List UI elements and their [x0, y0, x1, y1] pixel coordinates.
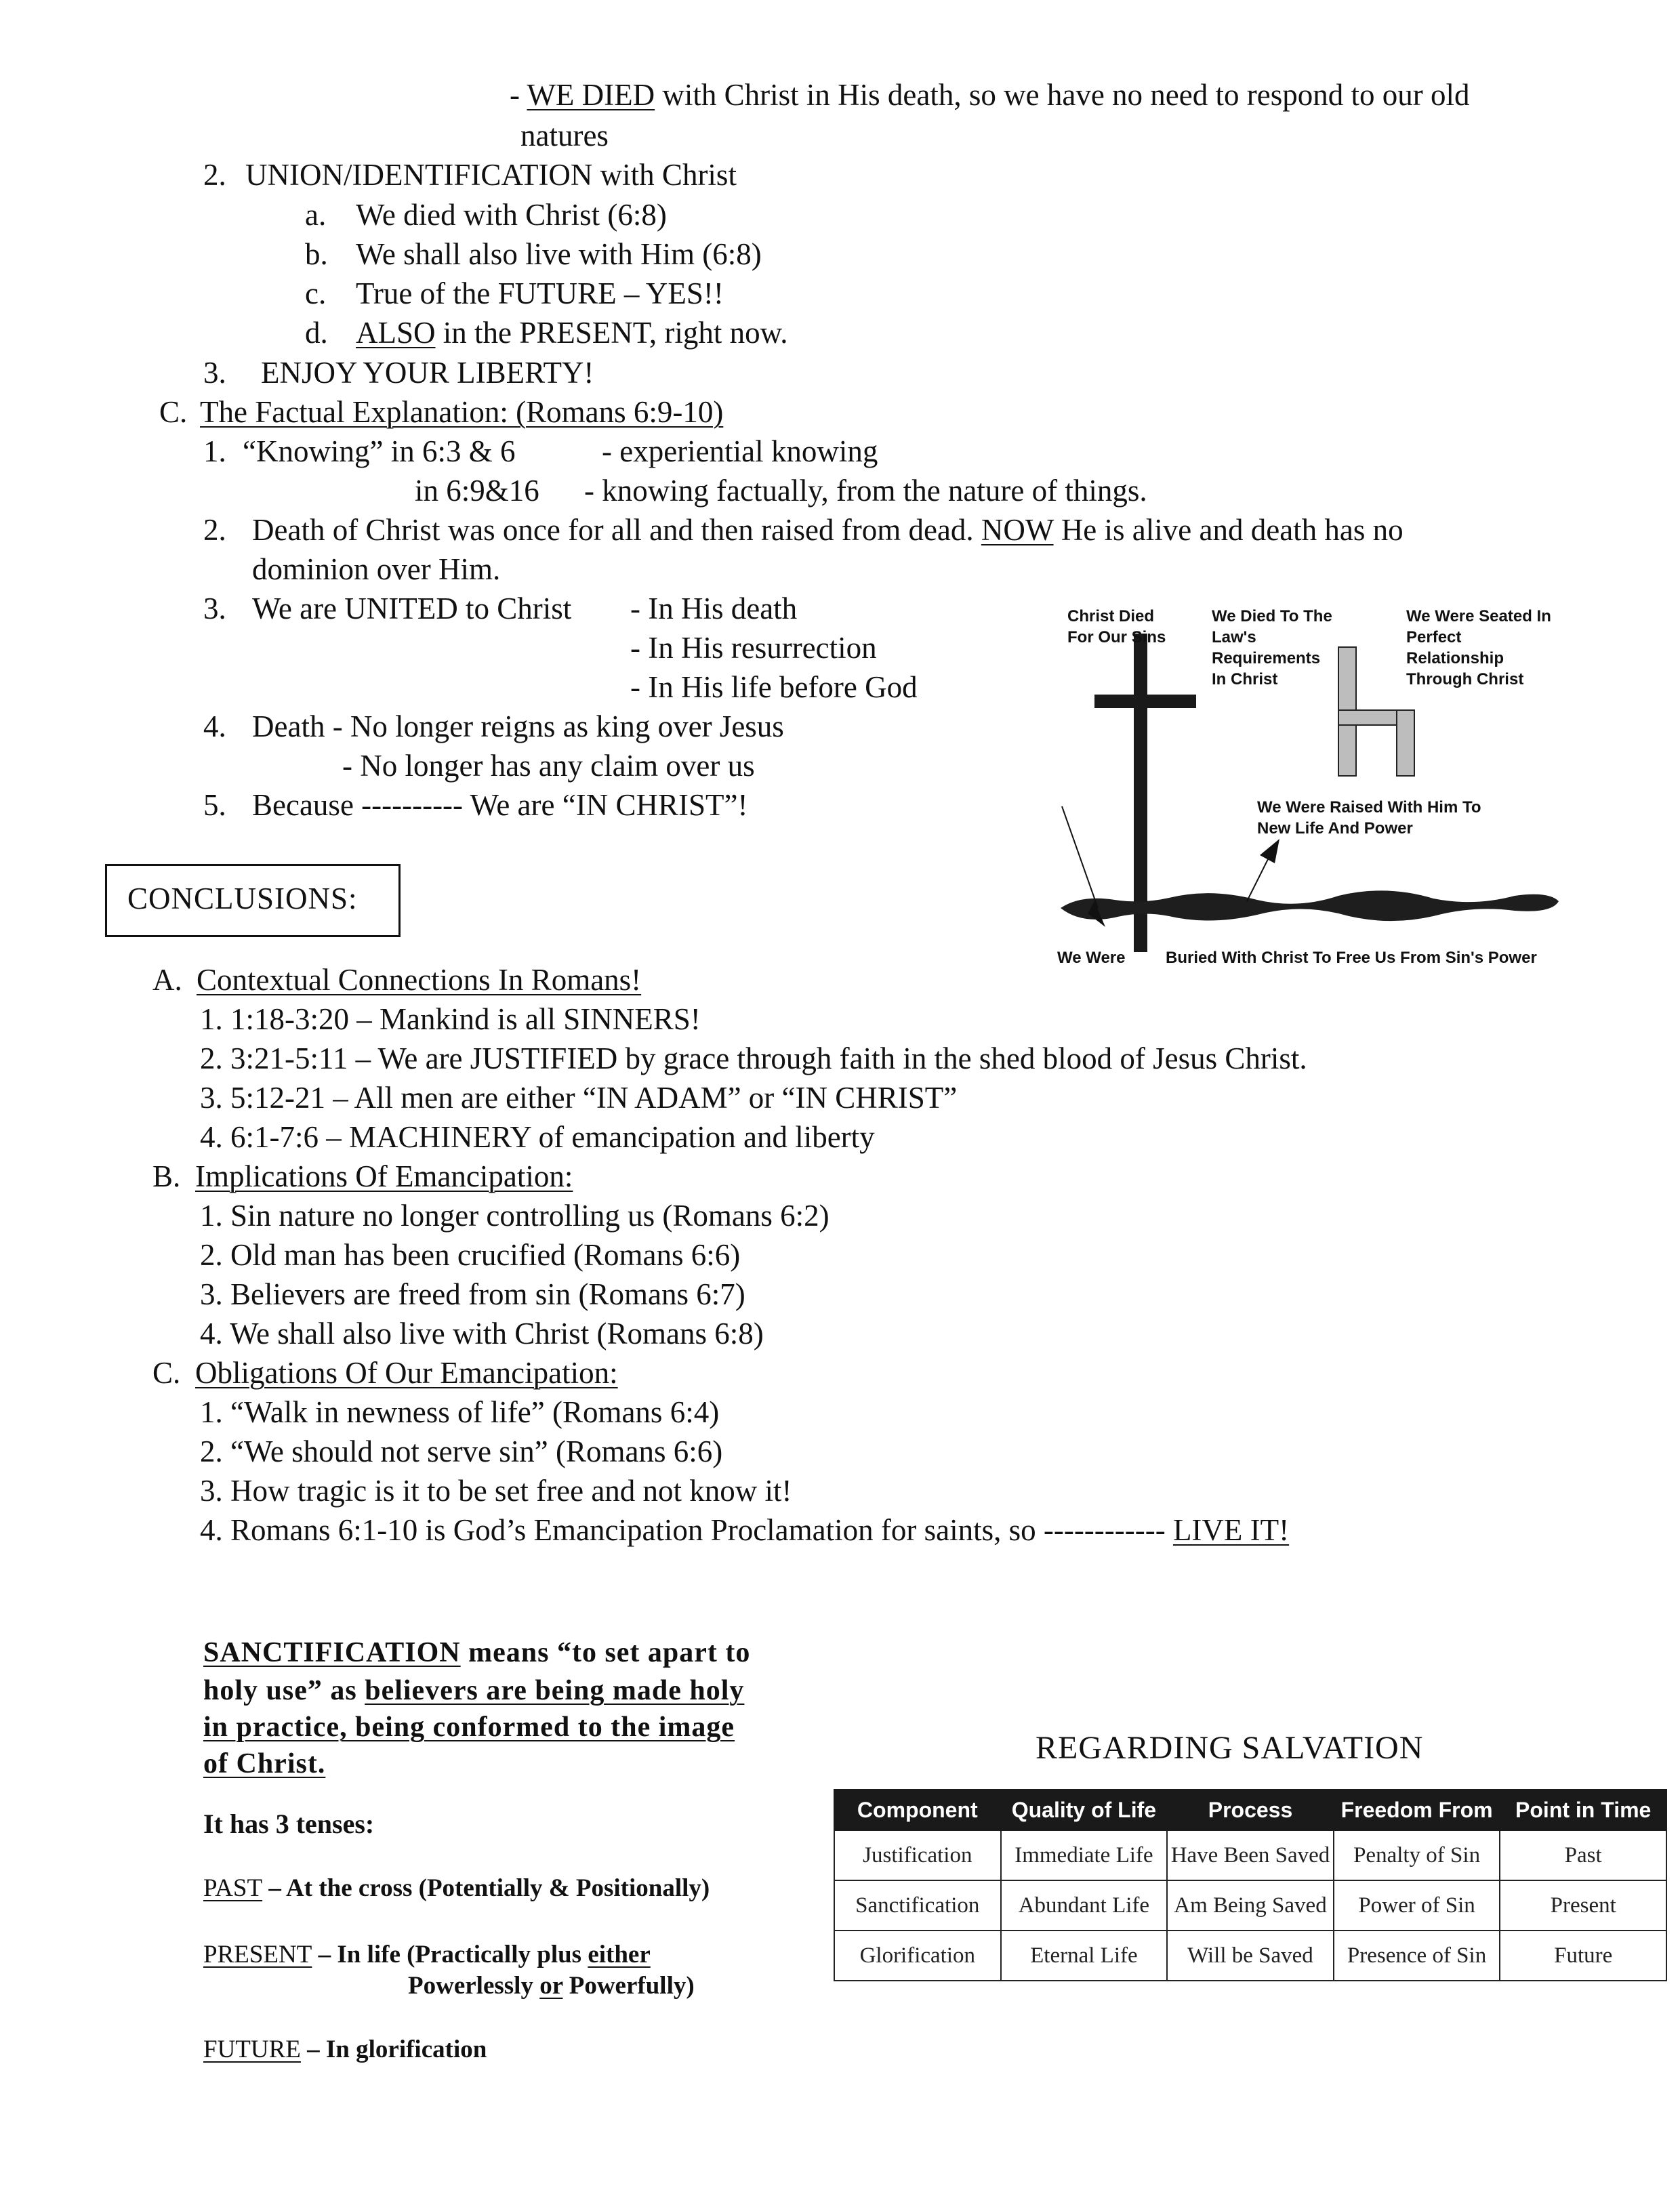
live-it: LIVE IT! [1172, 1513, 1290, 1547]
tense-present-cont: Powerlessly or Powerfully) [408, 1972, 695, 2000]
sanct-line-1: SANCTIFICATION means “to set apart to [203, 1637, 751, 1668]
table-cell: Future [1500, 1931, 1666, 1981]
chair-leg [1397, 710, 1414, 776]
c1b-b: - knowing factually, from the nature of things. [584, 474, 1147, 508]
we-died-line-cont: natures [520, 119, 609, 152]
table-cell: Eternal Life [1001, 1931, 1168, 1981]
c1-a: “Knowing” in 6:3 & 6 [243, 434, 516, 468]
table-cell: Sanctification [834, 1880, 1001, 1931]
b-item-4: 4. We shall also live with Christ (Romans 6:8) [200, 1317, 764, 1350]
c2-cont: dominion over Him. [252, 552, 501, 586]
c2-item-3: 3. How tragic is it to be set free and not know it! [200, 1474, 792, 1508]
c4-num: 4. [203, 709, 226, 743]
label-buried: Buried With Christ To Free Us From Sin's Power [1166, 949, 1537, 967]
label-christ-died: Christ Died For Our Sins [1067, 607, 1166, 646]
item2d-text: ALSO in the PRESENT, right now. [356, 316, 788, 350]
table-cell: Have Been Saved [1167, 1830, 1334, 1880]
section-c2-label: C. [152, 1356, 181, 1390]
label-we-died: We Died To The Law's Requirements In Christ [1212, 607, 1332, 688]
item2c-letter: c. [305, 276, 327, 310]
label-raised: We Were Raised With Him To New Life And Power [1257, 798, 1481, 838]
c5-num: 5. [203, 788, 226, 822]
col-time: Point in Time [1500, 1790, 1666, 1830]
c4-b: - No longer has any claim over us [342, 749, 755, 783]
a-item-3: 3. 5:12-21 – All men are either “IN ADAM” or “IN CHRIST” [200, 1081, 958, 1115]
item2c-text: True of the FUTURE – YES!! [356, 276, 724, 310]
section-c-label: C. [159, 395, 188, 429]
item2-text: UNION/IDENTIFICATION with Christ [245, 158, 737, 192]
section-c-title: The Factual Explanation: (Romans 6:9-10) [200, 395, 724, 429]
c3-a: We are UNITED to Christ [252, 592, 572, 625]
sanct-line-4: of Christ. [203, 1748, 326, 1779]
table-cell: Glorification [834, 1931, 1001, 1981]
label-seated: We Were Seated In Perfect Relationship Through Christ [1406, 607, 1551, 688]
c1b-a: in 6:9&16 [415, 474, 539, 508]
table-header-row [834, 1790, 1666, 1830]
col-quality: Quality of Life [1001, 1790, 1168, 1830]
section-b-label: B. [152, 1159, 181, 1193]
section-b-title: Implications Of Emancipation: [195, 1159, 573, 1193]
c2-text: Death of Christ was once for all and then raised from dead. NOW He is alive and death has no [252, 513, 1404, 547]
cross-horizontal [1094, 695, 1196, 708]
c3-b2: - In His resurrection [630, 631, 877, 665]
c5-a: Because ---------- We are “IN CHRIST”! [252, 788, 748, 822]
label-we-were: We Were [1057, 949, 1126, 967]
table-row [834, 1931, 1666, 1981]
a-item-2: 2. 3:21-5:11 – We are JUSTIFIED by grace through faith in the shed blood of Jesus Christ. [200, 1041, 1307, 1075]
salvation-table [834, 1789, 1667, 1981]
sanct-line-2: holy use” as believers are being made holy [203, 1675, 745, 1706]
c3-b1: - In His death [630, 592, 798, 625]
salvation-title: REGARDING SALVATION [1036, 1730, 1424, 1766]
c1-num: 1. [203, 434, 226, 468]
c4-a: Death - No longer reigns as king over Jesus [252, 709, 784, 743]
col-component: Component [834, 1790, 1001, 1830]
col-process: Process [1167, 1790, 1334, 1830]
c2-num: 2. [203, 513, 226, 547]
a-item-1: 1. 1:18-3:20 – Mankind is all SINNERS! [200, 1002, 701, 1036]
table-cell: Presence of Sin [1334, 1931, 1500, 1981]
table-row [834, 1880, 1666, 1931]
table-cell: Justification [834, 1830, 1001, 1880]
item2a-text: We died with Christ (6:8) [356, 198, 667, 232]
b-item-3: 3. Believers are freed from sin (Romans 6:7) [200, 1277, 745, 1311]
item2b-letter: b. [305, 237, 328, 271]
c1-b: - experiential knowing [602, 434, 878, 468]
we-died-line: - WE DIED with Christ in His death, so we have no need to respond to our old [510, 78, 1470, 112]
c3-num: 3. [203, 592, 226, 625]
c2-item-2: 2. “We should not serve sin” (Romans 6:6) [200, 1434, 723, 1468]
item2-num: 2. [203, 158, 226, 192]
table-cell: Am Being Saved [1167, 1880, 1334, 1931]
table-cell: Will be Saved [1167, 1931, 1334, 1981]
table-cell: Power of Sin [1334, 1880, 1500, 1931]
section-a-title: Contextual Connections In Romans! [197, 963, 642, 997]
b-item-1: 1. Sin nature no longer controlling us (Romans 6:2) [200, 1199, 829, 1233]
b-item-2: 2. Old man has been crucified (Romans 6:6) [200, 1238, 741, 1272]
c2-item-1: 1. “Walk in newness of life” (Romans 6:4) [200, 1395, 720, 1429]
table-cell: Present [1500, 1880, 1666, 1931]
c2-item-4: 4. Romans 6:1-10 is God’s Emancipation Proclamation for saints, so ------------ LIVE IT! [200, 1513, 1290, 1547]
table-cell: Past [1500, 1830, 1666, 1880]
table-cell: Penalty of Sin [1334, 1830, 1500, 1880]
cross-diagram [1054, 583, 1576, 967]
item2d-letter: d. [305, 316, 328, 350]
tense-present: PRESENT – In life (Practically plus either [203, 1941, 651, 1968]
table-row [834, 1830, 1666, 1880]
table-cell: Immediate Life [1001, 1830, 1168, 1880]
section-c2-title: Obligations Of Our Emancipation: [195, 1356, 618, 1390]
section-a-label: A. [152, 963, 182, 997]
table-cell: Abundant Life [1001, 1880, 1168, 1931]
col-freedom: Freedom From [1334, 1790, 1500, 1830]
a-item-4: 4. 6:1-7:6 – MACHINERY of emancipation and liberty [200, 1120, 875, 1154]
tenses-heading: It has 3 tenses: [203, 1809, 375, 1839]
item3-num: 3. [203, 356, 226, 390]
sanct-line-3: in practice, being conformed to the image [203, 1712, 735, 1743]
tense-past: PAST – At the cross (Potentially & Positionally) [203, 1874, 710, 1902]
item3-text: ENJOY YOUR LIBERTY! [261, 356, 594, 390]
tense-future: FUTURE – In glorification [203, 2036, 487, 2063]
conclusions-heading: CONCLUSIONS: [127, 882, 358, 915]
item2a-letter: a. [305, 198, 327, 232]
c3-b3: - In His life before God [630, 670, 918, 704]
item2b-text: We shall also live with Him (6:8) [356, 237, 762, 271]
